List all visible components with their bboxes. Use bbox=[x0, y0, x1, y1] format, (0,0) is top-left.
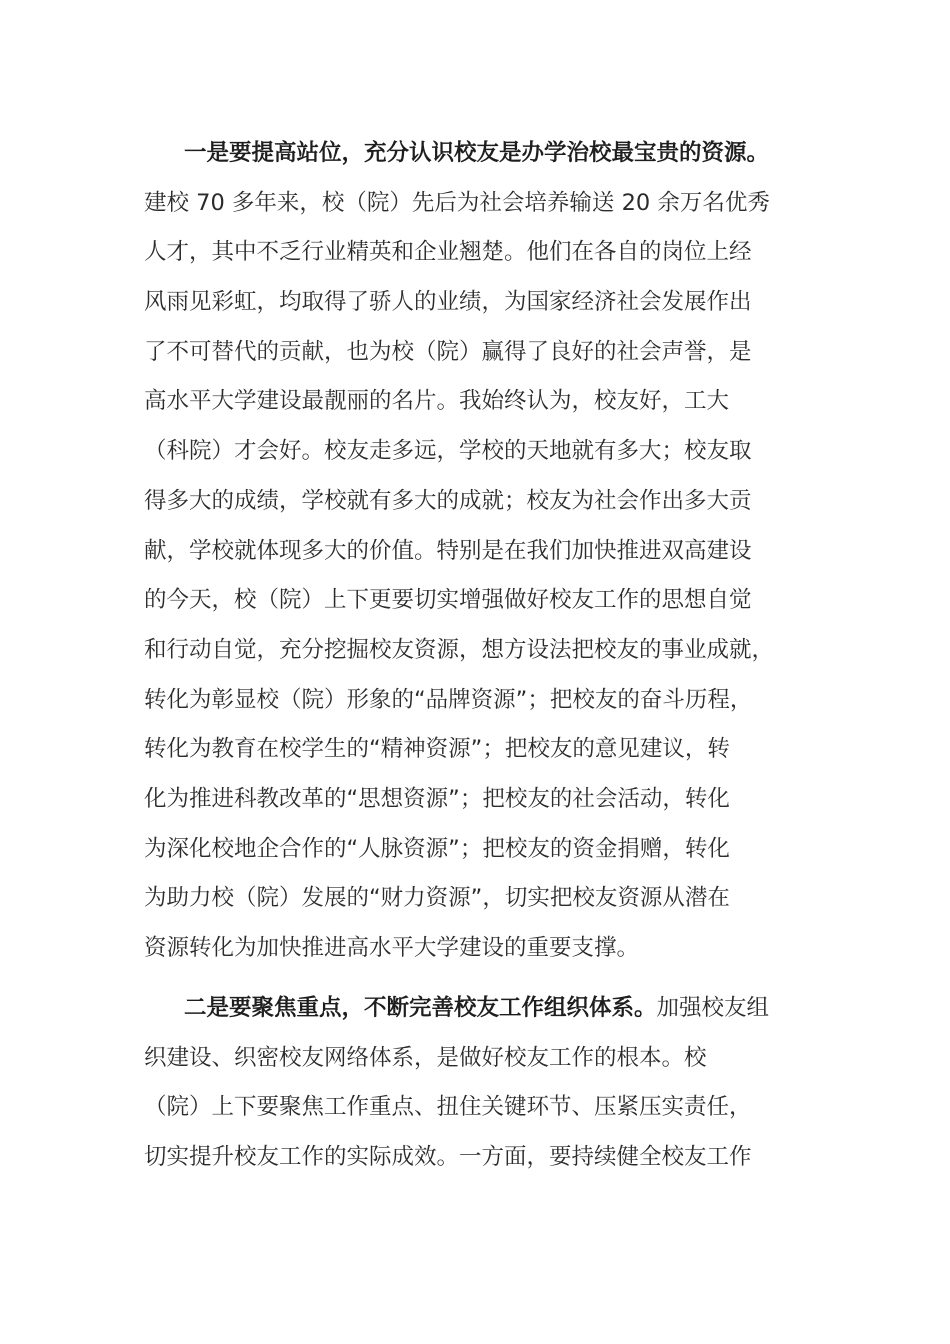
paragraph-2 bbox=[144, 984, 824, 1183]
paragraph-line: （科院）才会好。校友走多远，学校的天地就有多大；校友取 bbox=[144, 438, 752, 465]
paragraph-1 bbox=[144, 129, 824, 974]
paragraph-line: 二是要聚焦重点，不断完善校友工作组织体系。加强校友组 bbox=[184, 995, 770, 1021]
paragraph-line: 织建设、织密校友网络体系，是做好校友工作的根本。校 bbox=[144, 1044, 707, 1071]
paragraph-heading: 二是要聚焦重点，不断完善校友工作组织体系。 bbox=[184, 995, 657, 1021]
paragraph-line: 转化为教育在校学生的“精神资源”；把校友的意见建议，转 bbox=[144, 736, 730, 763]
paragraph-line: 高水平大学建设最靓丽的名片。我始终认为，校友好，工大 bbox=[144, 388, 730, 415]
paragraph-line: 资源转化为加快推进高水平大学建设的重要支撑。 bbox=[144, 935, 640, 961]
paragraph-line: 献，学校就体现多大的价值。特别是在我们加快推进双高建设 bbox=[144, 537, 752, 564]
paragraph-line: 化为推进科教改革的“思想资源”；把校友的社会活动，转化 bbox=[144, 785, 730, 812]
paragraph-line: 切实提升校友工作的实际成效。一方面，要持续健全校友工作 bbox=[144, 1144, 752, 1171]
paragraph-line: 风雨见彩虹，均取得了骄人的业绩，为国家经济社会发展作出 bbox=[144, 289, 752, 316]
paragraph-line: 和行动自觉，充分挖掘校友资源，想方设法把校友的事业成就， bbox=[144, 636, 775, 663]
paragraph-line: 建校 70 多年来，校（院）先后为社会培养输送 20 余万名优秀 bbox=[144, 189, 770, 216]
paragraph-line: 为助力校（院）发展的“财力资源”，切实把校友资源从潜在 bbox=[144, 885, 730, 912]
paragraph-line: 得多大的成绩，学校就有多大的成就；校友为社会作出多大贡 bbox=[144, 487, 752, 514]
paragraph-heading: 一是要提高站位，充分认识校友是办学治校最宝贵的资源。 bbox=[184, 140, 770, 166]
paragraph-line: （院）上下要聚焦工作重点、扭住关键环节、压紧压实责任， bbox=[144, 1094, 752, 1121]
paragraph-line: 转化为彰显校（院）形象的“品牌资源”；把校友的奋斗历程， bbox=[144, 686, 753, 713]
paragraph-line: 的今天，校（院）上下更要切实增强做好校友工作的思想自觉 bbox=[144, 587, 752, 614]
paragraph-line: 为深化校地企合作的“人脉资源”；把校友的资金捐赠，转化 bbox=[144, 835, 730, 862]
paragraph-line: 人才，其中不乏行业精英和企业翘楚。他们在各自的岗位上经 bbox=[144, 239, 752, 266]
paragraph-line bbox=[144, 129, 824, 179]
paragraph-line: 了不可替代的贡献，也为校（院）赢得了良好的社会声誉，是 bbox=[144, 338, 752, 365]
